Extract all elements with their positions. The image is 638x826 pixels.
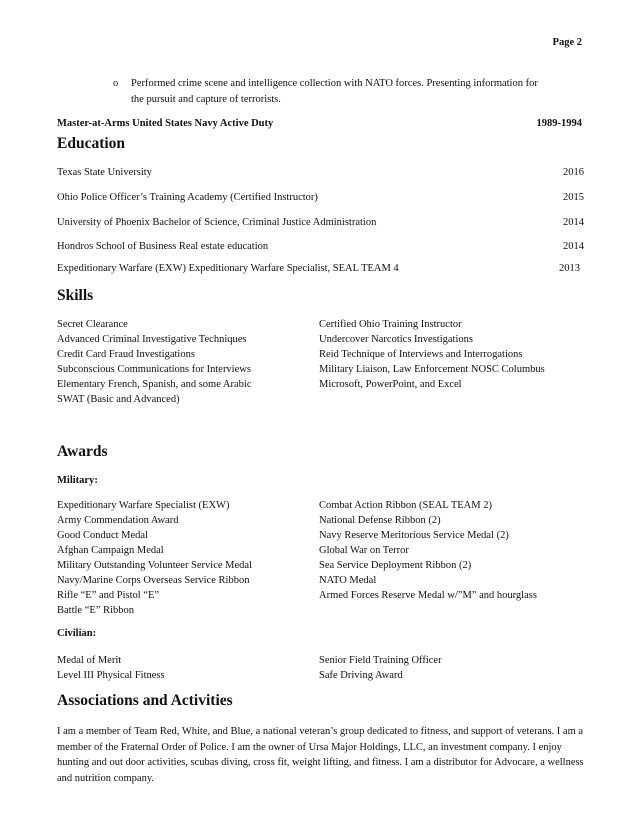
award-item: Medal of Merit	[57, 655, 122, 666]
skill-item: Secret Clearance	[57, 319, 128, 330]
civilian-awards-right	[319, 653, 442, 683]
skills-right-column	[319, 317, 545, 392]
page-number: Page 2	[552, 37, 582, 48]
award-item: Navy/Marine Corps Overseas Service Ribbon	[57, 575, 250, 586]
bullet-line-2: the pursuit and capture of terrorists.	[131, 94, 281, 105]
award-item: Combat Action Ribbon (SEAL TEAM 2)	[319, 500, 492, 511]
award-item: Rifle “E” and Pistol “E”	[57, 590, 160, 601]
award-item: Good Conduct Medal	[57, 530, 148, 541]
award-item: Safe Driving Award	[319, 670, 403, 681]
civilian-label: Civilian:	[57, 628, 97, 639]
education-item-name: Expeditionary Warfare (EXW) Expeditionary Warfare Specialist, SEAL TEAM 4	[57, 263, 399, 274]
bullet-line-1: Performed crime scene and intelligence collection with NATO forces. Presenting information for	[131, 78, 538, 89]
skills-left-column	[57, 317, 252, 407]
military-awards-left	[57, 498, 252, 618]
award-item: Battle “E” Ribbon	[57, 605, 134, 616]
education-item-name: Hondros School of Business Real estate education	[57, 241, 269, 252]
job-years: 1989-1994	[536, 118, 582, 129]
award-item: Senior Field Training Officer	[319, 655, 442, 666]
education-item-year: 2014	[563, 241, 584, 252]
award-item: Navy Reserve Meritorious Service Medal (2)	[319, 530, 509, 541]
awards-heading: Awards	[57, 443, 108, 460]
education-item-year: 2016	[563, 167, 584, 178]
education-item-name: Texas State University	[57, 167, 152, 178]
award-item: Afghan Campaign Medal	[57, 545, 164, 556]
education-heading: Education	[57, 135, 126, 152]
award-item: NATO Medal	[319, 575, 377, 586]
skills-heading: Skills	[57, 287, 94, 304]
skill-item: Credit Card Fraud Investigations	[57, 349, 195, 360]
skill-item: SWAT (Basic and Advanced)	[57, 394, 180, 405]
skill-item: Advanced Criminal Investigative Techniques	[57, 334, 247, 345]
skill-item: Certified Ohio Training Instructor	[319, 319, 462, 330]
education-item-name: Ohio Police Officer’s Training Academy (Certified Instructor)	[57, 192, 318, 203]
award-item: Sea Service Deployment Ribbon (2)	[319, 560, 472, 571]
education-item-year: 2013	[559, 263, 580, 274]
award-item: Armed Forces Reserve Medal w/”M” and hourglass	[319, 590, 537, 601]
bullet-marker: o	[113, 78, 119, 89]
skill-item: Subconscious Communications for Interviews	[57, 364, 251, 375]
military-label: Military:	[57, 475, 98, 486]
education-item-name: University of Phoenix Bachelor of Science, Criminal Justice Administration	[57, 217, 377, 228]
education-item-year: 2015	[563, 192, 584, 203]
civilian-awards-left	[57, 653, 165, 683]
award-item: National Defense Ribbon (2)	[319, 515, 441, 526]
skill-item: Military Liaison, Law Enforcement NOSC Columbus	[319, 364, 545, 375]
skill-item: Microsoft, PowerPoint, and Excel	[319, 379, 462, 390]
award-item: Level III Physical Fitness	[57, 670, 165, 681]
job-title: Master-at-Arms United States Navy Active Duty	[57, 118, 274, 129]
associations-heading: Associations and Activities	[57, 692, 233, 709]
award-item: Expeditionary Warfare Specialist (EXW)	[57, 500, 230, 511]
skill-item: Reid Technique of Interviews and Interrogations	[319, 349, 523, 360]
military-awards-right	[319, 498, 537, 603]
education-item-year: 2014	[563, 217, 584, 228]
skill-item: Undercover Narcotics Investigations	[319, 334, 473, 345]
associations-paragraph: I am a member of Team Red, White, and Blue, a national veteran’s group dedicated to fitness, and support of veterans. I am a member of the Fraternal Order of Police. I am the owner of Ursa Major Holdings, LLC, an investment company. I enjoy hunting and out door activities, scubas diving, cross fit, weight lifting, and fitness. I am a distributor for Advocare, a wellness and nutrition company.	[57, 726, 584, 784]
award-item: Global War on Terror	[319, 545, 409, 556]
award-item: Army Commendation Award	[57, 515, 179, 526]
award-item: Military Outstanding Volunteer Service Medal	[57, 560, 252, 571]
skill-item: Elementary French, Spanish, and some Arabic	[57, 379, 252, 390]
